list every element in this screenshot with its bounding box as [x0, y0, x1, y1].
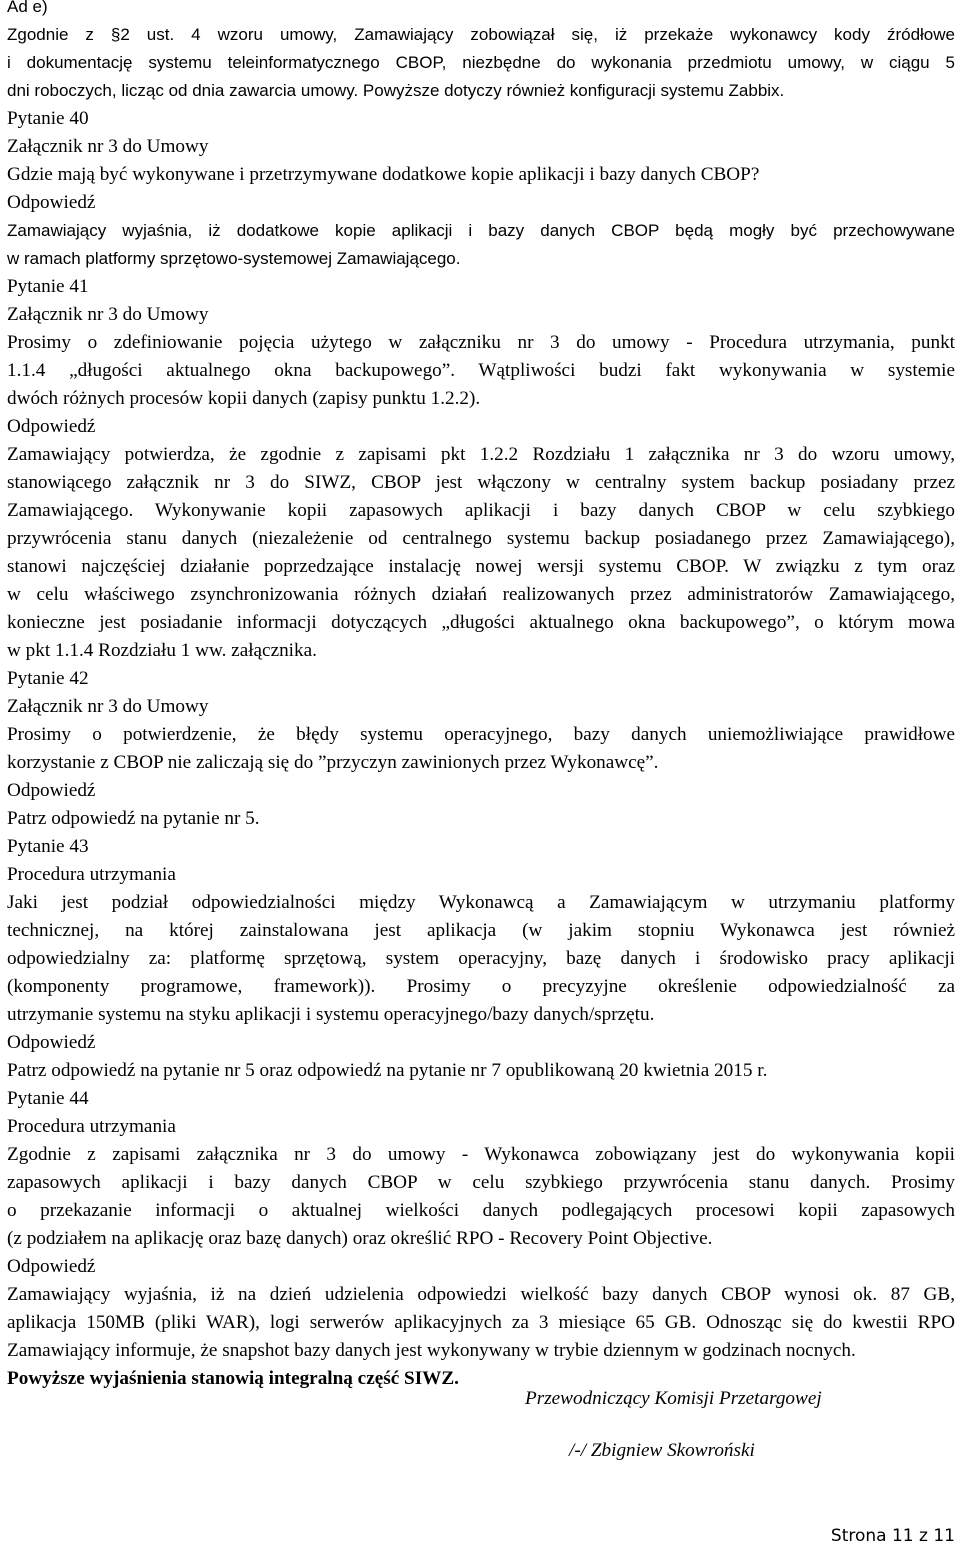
q41-answer: stanowiącego załącznik nr 3 do SIWZ, CBOP jest włączony w centralny system backup posiadany przez: [7, 472, 955, 493]
q44-subject: Procedura utrzymania: [7, 1116, 176, 1137]
signature-role: Przewodniczący Komisji Przetargowej: [525, 1388, 822, 1409]
q42-title: Pytanie 42: [7, 668, 89, 689]
intro-line: dni roboczych, licząc od dnia zawarcia umowy. Powyższe dotyczy również konfiguracji systemu Zabbix.: [7, 81, 785, 100]
q42-answer-label: Odpowiedź: [7, 780, 96, 801]
q40-answer: w ramach platformy sprzętowo-systemowej Zamawiającego.: [7, 249, 461, 268]
q42-subject: Załącznik nr 3 do Umowy: [7, 696, 209, 717]
q44-question: (z podziałem na aplikację oraz bazę danych) oraz określić RPO - Recovery Point Objective.: [7, 1228, 713, 1249]
document-body: [7, 0, 955, 1393]
q41-question: dwóch różnych procesów kopii danych (zapisy punktu 1.2.2).: [7, 388, 481, 409]
q43-question: technicznej, na której zainstalowana jest aplikacja (w jakim stopniu Wykonawca jest również: [7, 920, 955, 941]
q43-question: Jaki jest podział odpowiedzialności między Wykonawcą a Zamawiającym w utrzymaniu platformy: [7, 892, 955, 913]
q41-answer: przywrócenia stanu danych (niezależenie od centralnego systemu backup posiadanego przez Zamawiającego),: [7, 528, 955, 549]
q41-answer: Zamawiający potwierdza, że zgodnie z zapisami pkt 1.2.2 Rozdziału 1 załącznika nr 3 do wzoru umowy,: [7, 444, 955, 465]
intro-line: i dokumentację systemu teleinformatycznego CBOP, niezbędne do wykonania przedmiotu umowy, w ciągu 5: [7, 53, 955, 72]
q43-question: odpowiedzialny za: platformę sprzętową, system operacyjny, bazę danych i środowisko pracy aplikacji: [7, 948, 955, 969]
q41-question: Prosimy o zdefiniowanie pojęcia użytego w załączniku nr 3 do umowy - Procedura utrzymania, punkt: [7, 332, 955, 353]
intro-heading: Ad e): [7, 0, 48, 16]
q44-answer: Zamawiający informuje, że snapshot bazy danych jest wykonywany w trybie dziennym w godzinach nocnych.: [7, 1340, 856, 1361]
q40-question: Gdzie mają być wykonywane i przetrzymywane dodatkowe kopie aplikacji i bazy danych CBOP?: [7, 164, 760, 185]
q43-question: utrzymanie systemu na styku aplikacji i systemu operacyjnego/bazy danych/sprzętu.: [7, 1004, 655, 1025]
q44-answer-label: Odpowiedź: [7, 1256, 96, 1277]
q41-answer-label: Odpowiedź: [7, 416, 96, 437]
q44-question: zapasowych aplikacji i bazy danych CBOP w celu szybkiego przywrócenia stanu danych. Prosimy: [7, 1172, 955, 1193]
q42-question: korzystanie z CBOP nie zaliczają się do ”przyczyn zawinionych przez Wykonawcę”.: [7, 752, 659, 773]
q42-answer: Patrz odpowiedź na pytanie nr 5.: [7, 808, 260, 829]
page-number: Strona 11 z 11: [830, 1526, 955, 1546]
q43-title: Pytanie 43: [7, 836, 89, 857]
q44-answer: aplikacja 150MB (pliki WAR), logi serwerów aplikacyjnych za 3 miesiące 65 GB. Odnosząc się do kwestii RPO: [7, 1312, 955, 1333]
q41-answer: w pkt 1.1.4 Rozdziału 1 ww. załącznika.: [7, 640, 317, 661]
q41-answer: konieczne jest posiadanie informacji dotyczących „długości aktualnego okna backupowego”, o którym mowa: [7, 612, 955, 633]
q43-subject: Procedura utrzymania: [7, 864, 176, 885]
q42-question: Prosimy o potwierdzenie, że błędy systemu operacyjnego, bazy danych uniemożliwiające prawidłowe: [7, 724, 955, 745]
q40-title: Pytanie 40: [7, 108, 89, 129]
q44-question: o przekazanie informacji o aktualnej wielkości danych podlegających procesowi kopii zapasowych: [7, 1200, 955, 1221]
q44-answer: Zamawiający wyjaśnia, iż na dzień udzielenia odpowiedzi wielkość bazy danych CBOP wynosi ok. 87 GB,: [7, 1284, 955, 1305]
q44-title: Pytanie 44: [7, 1088, 89, 1109]
q40-answer: Zamawiający wyjaśnia, iż dodatkowe kopie aplikacji i bazy danych CBOP będą mogły być przechowywane: [7, 221, 955, 240]
q41-question: 1.1.4 „długości aktualnego okna backupowego”. Wątpliwości budzi fakt wykonywania w systemie: [7, 360, 955, 381]
q43-question: (komponenty programowe, framework)). Prosimy o precyzyjne określenie odpowiedzialność za: [7, 976, 955, 997]
q44-question: Zgodnie z zapisami załącznika nr 3 do umowy - Wykonawca zobowiązany jest do wykonywania kopii: [7, 1144, 955, 1165]
signature-name: /-/ Zbigniew Skowroński: [569, 1440, 755, 1461]
q41-title: Pytanie 41: [7, 276, 89, 297]
q43-answer: Patrz odpowiedź na pytanie nr 5 oraz odpowiedź na pytanie nr 7 opublikowaną 20 kwietnia 2015 r.: [7, 1060, 768, 1081]
q43-answer-label: Odpowiedź: [7, 1032, 96, 1053]
q41-answer: Zamawiającego. Wykonywanie kopii zapasowych aplikacji i bazy danych CBOP w celu szybkiego: [7, 500, 955, 521]
q41-subject: Załącznik nr 3 do Umowy: [7, 304, 209, 325]
q40-subject: Załącznik nr 3 do Umowy: [7, 136, 209, 157]
q41-answer: stanowi najczęściej działanie poprzedzające instalację nowej wersji systemu CBOP. W związku z tym oraz: [7, 556, 955, 577]
q40-answer-label: Odpowiedź: [7, 192, 96, 213]
closing-statement: Powyższe wyjaśnienia stanowią integralną część SIWZ.: [7, 1368, 459, 1389]
q41-answer: w celu właściwego zsynchronizowania różnych działań realizowanych przez administratorów Zamawiającego,: [7, 584, 955, 605]
intro-line: Zgodnie z §2 ust. 4 wzoru umowy, Zamawiający zobowiązał się, iż przekaże wykonawcy kody źródłowe: [7, 25, 955, 44]
